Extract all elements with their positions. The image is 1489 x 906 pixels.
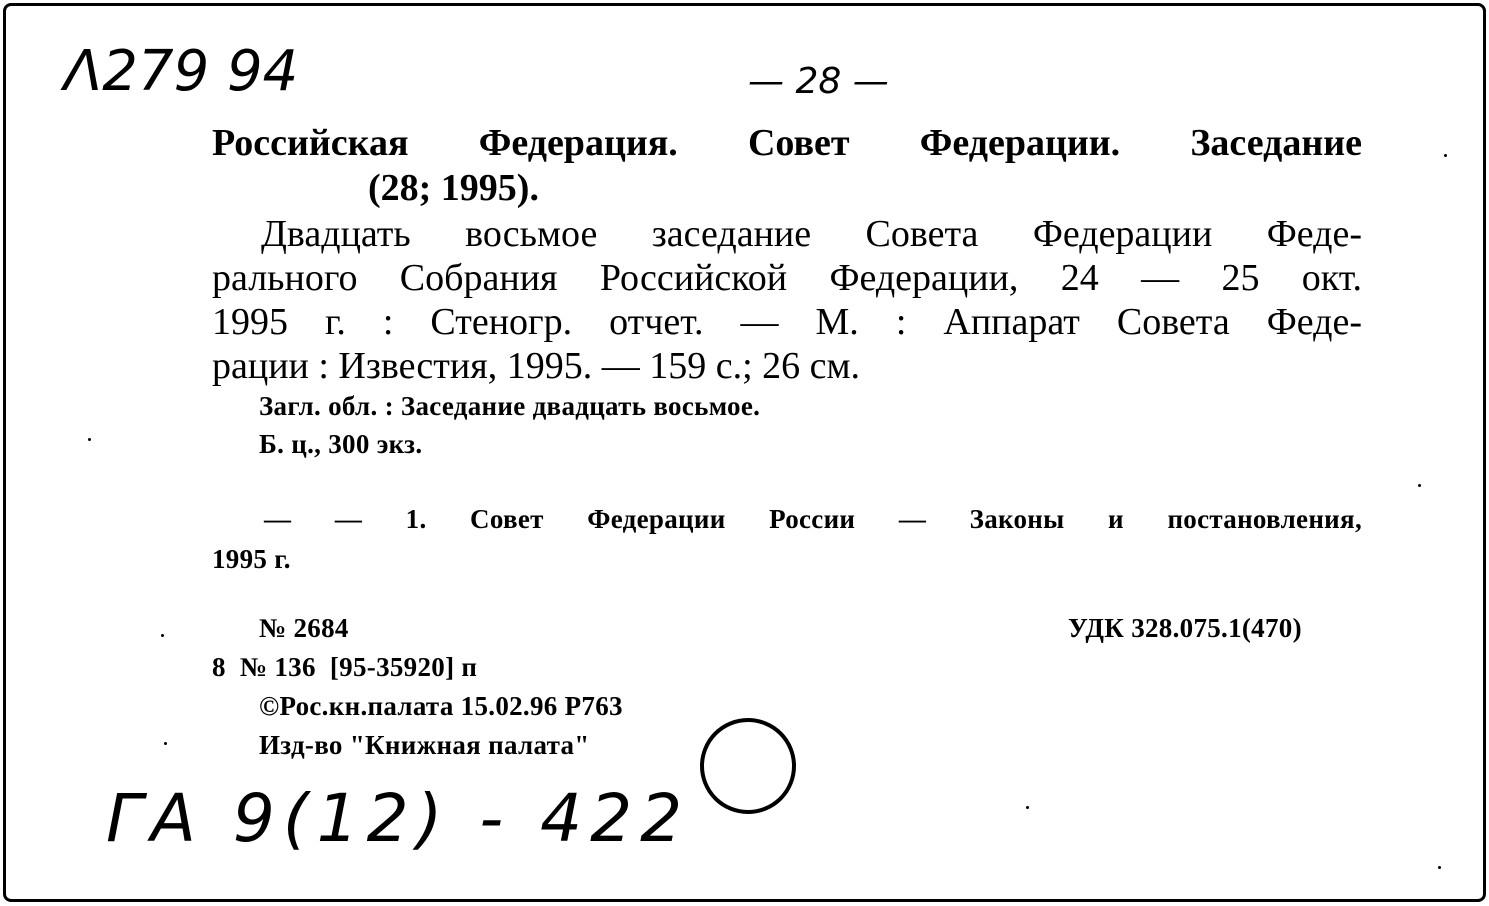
scan-speck bbox=[1026, 806, 1029, 809]
udk-code: УДК 328.075.1(470) bbox=[1068, 613, 1302, 643]
body-line-1: Двадцать восьмое заседание Совета Федерации Феде- bbox=[261, 213, 1362, 255]
body-line-4: рации : Известия, 1995. — 159 с.; 26 см. bbox=[212, 345, 861, 387]
heading-line-1 bbox=[212, 124, 1362, 162]
note-title: Загл. обл. : Заседание двадцать восьмое. bbox=[259, 391, 761, 421]
scan-speck bbox=[161, 634, 164, 637]
heading-word-2: Федерация. bbox=[478, 122, 678, 164]
scan-speck bbox=[1438, 866, 1441, 869]
note-price: Б. ц., 300 экз. bbox=[259, 429, 423, 459]
handwritten-card-number: Λ279 94 bbox=[64, 39, 299, 104]
handwritten-classification-code: ГА 9(12) - 422 bbox=[106, 780, 691, 857]
scan-speck bbox=[1444, 154, 1447, 157]
handwritten-page-mark: — 28 — bbox=[748, 61, 889, 102]
publisher-line: Изд-во "Книжная палата" bbox=[259, 730, 590, 760]
scan-speck bbox=[1418, 484, 1421, 487]
heading-word-4: Федерации. bbox=[919, 122, 1121, 164]
scan-speck bbox=[88, 438, 91, 441]
copyright-line: ©Рос.кн.палата 15.02.96 Р763 bbox=[259, 691, 623, 721]
body-line-2: рального Собрания Российской Федерации, 24 — 25 окт. bbox=[212, 257, 1362, 299]
catalog-card bbox=[3, 3, 1486, 902]
heading-word-5: Заседание bbox=[1190, 122, 1362, 164]
circle-stamp bbox=[700, 718, 796, 814]
record-line-2: 8 № 136 [95-35920] п bbox=[212, 652, 478, 682]
heading-word-3: Совет bbox=[747, 122, 850, 164]
subject-line-1: — — 1. Совет Федерации России — Законы и постановления, bbox=[264, 504, 1362, 534]
record-number: № 2684 bbox=[259, 613, 349, 643]
body-line-3: 1995 г. : Стеногр. отчет. — М. : Аппарат Совета Феде- bbox=[212, 301, 1362, 343]
heading-word-1: Российская bbox=[212, 122, 409, 164]
scan-speck bbox=[164, 742, 167, 745]
heading-line-2: (28; 1995). bbox=[368, 167, 539, 209]
subject-line-2: 1995 г. bbox=[212, 544, 291, 574]
